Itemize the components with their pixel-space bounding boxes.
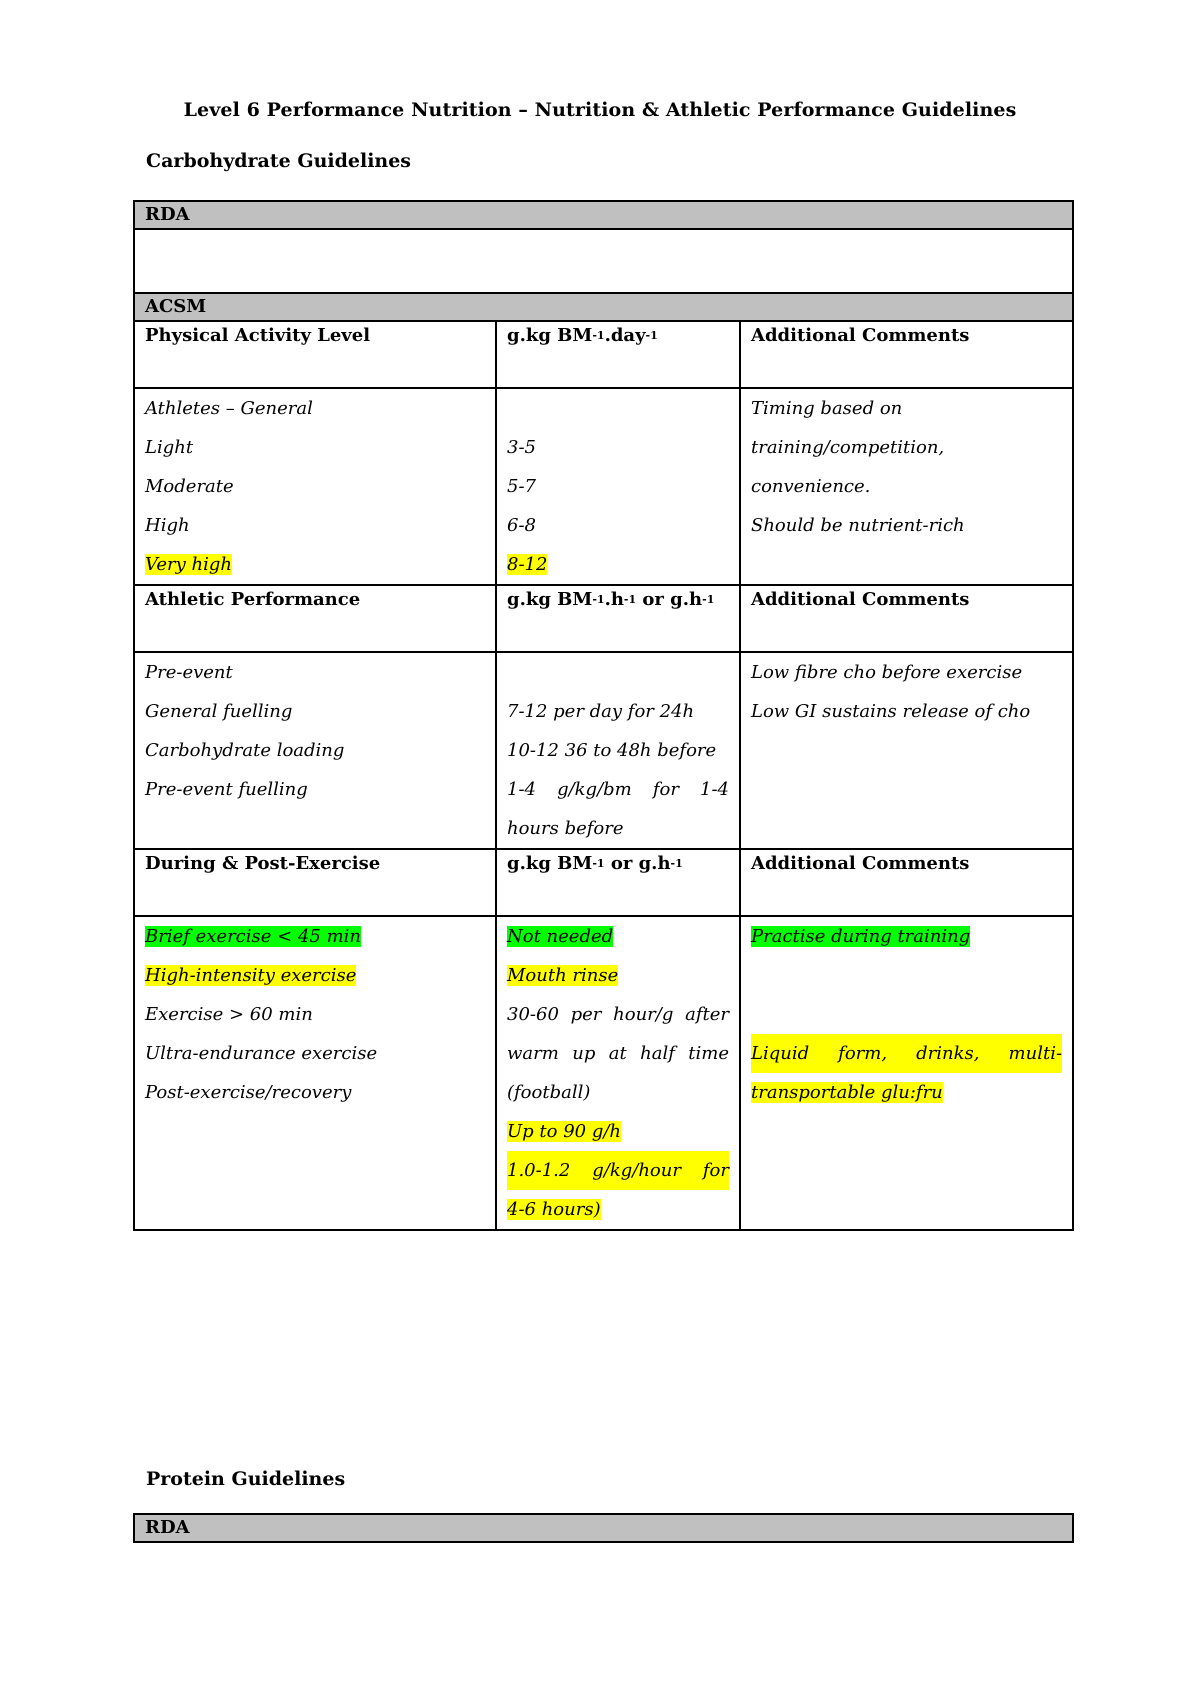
list-item: Ultra-endurance exercise: [145, 1043, 378, 1064]
performance-events-cell: [134, 652, 496, 849]
list-item-highlighted: Liquid form, drinks, multi-: [751, 1034, 1062, 1073]
activity-body-row: [134, 388, 1073, 585]
header-physical-activity-level: Physical Activity Level: [134, 321, 496, 388]
list-item-highlighted: transportable glu:fru: [751, 1082, 943, 1103]
list-item: Moderate: [145, 476, 234, 497]
activity-values-cell: [496, 388, 740, 585]
header-athletic-performance: Athletic Performance: [134, 585, 496, 652]
list-item-highlighted: Up to 90 g/h: [507, 1121, 622, 1142]
header-additional-comments: Additional Comments: [740, 849, 1073, 916]
list-item: [507, 653, 729, 692]
exercise-values-cell: [496, 916, 740, 1230]
list-item: convenience.: [751, 476, 871, 497]
during-post-header-row: [134, 849, 1073, 916]
list-item: warm up at half time: [507, 1043, 729, 1064]
list-item: 10-12 36 to 48h before: [507, 740, 717, 761]
carbohydrate-section-heading: Carbohydrate Guidelines: [146, 150, 412, 172]
list-item: hours before: [507, 818, 624, 839]
rda-empty-cell: [134, 229, 1073, 293]
header-during-post-exercise: During & Post-Exercise: [134, 849, 496, 916]
activity-header-row: [134, 321, 1073, 388]
protein-section-heading: Protein Guidelines: [146, 1468, 346, 1490]
list-item: Pre-event: [145, 662, 233, 683]
performance-comments-cell: [740, 652, 1073, 849]
performance-body-row: [134, 652, 1073, 849]
acsm-band: ACSM: [134, 293, 1073, 321]
list-item-highlighted: 1.0-1.2 g/kg/hour for: [507, 1151, 729, 1190]
list-item: Light: [145, 437, 194, 458]
list-item-highlighted: Practise during training: [751, 926, 971, 947]
activity-comments-cell: [740, 388, 1073, 585]
activity-levels-cell: [134, 388, 496, 585]
list-item: Timing based on: [751, 398, 903, 419]
list-item-highlighted: 4-6 hours): [507, 1199, 601, 1220]
list-item: 7-12 per day for 24h: [507, 701, 695, 722]
exercise-comments-cell: [740, 916, 1073, 1230]
list-item: Should be nutrient-rich: [751, 515, 965, 536]
list-item-highlighted: Not needed: [507, 926, 614, 947]
performance-values-cell: [496, 652, 740, 849]
exercise-types-cell: [134, 916, 496, 1230]
list-item: General fuelling: [145, 701, 293, 722]
list-item-highlighted: Mouth rinse: [507, 965, 619, 986]
list-item-highlighted: Very high: [145, 554, 232, 575]
list-item-highlighted: High-intensity exercise: [145, 965, 357, 986]
during-post-body-row: [134, 916, 1073, 1230]
header-g-kg-bm-day: g.kg $BM^{-1}.day^{-1}$: [496, 321, 740, 388]
list-item: Exercise > 60 min: [145, 1004, 313, 1025]
list-item: Athletes – General: [145, 398, 313, 419]
list-item: [507, 389, 729, 428]
list-item: Low GI sustains release of cho: [751, 701, 1031, 722]
document-title: Level 6 Performance Nutrition – Nutrition & Athletic Performance Guidelines: [183, 99, 1017, 121]
protein-table: [133, 1513, 1074, 1543]
list-item: High: [145, 515, 190, 536]
list-item-highlighted: Brief exercise < 45 min: [145, 926, 361, 947]
header-additional-comments: Additional Comments: [740, 585, 1073, 652]
list-item: Carbohydrate loading: [145, 740, 345, 761]
list-item: Post-exercise/recovery: [145, 1082, 352, 1103]
list-item: 3-5: [507, 437, 536, 458]
list-item: training/competition,: [751, 437, 945, 458]
list-item: (football): [507, 1082, 591, 1103]
protein-rda-band: RDA: [134, 1514, 1073, 1542]
header-g-kg-bm-h: g.kg $BM^{-1}.h^{-1}$ or $g.h^{-1}$: [496, 585, 740, 652]
header-g-kg-bm-or-g-h: g.kg $BM^{-1}$ or $g.h^{-1}$: [496, 849, 740, 916]
list-item: Low fibre cho before exercise: [751, 662, 1023, 683]
header-additional-comments: Additional Comments: [740, 321, 1073, 388]
carbohydrate-table: [133, 200, 1074, 1231]
list-item: Pre-event fuelling: [145, 779, 308, 800]
performance-header-row: [134, 585, 1073, 652]
list-item-highlighted: 8-12: [507, 554, 548, 575]
list-item: 6-8: [507, 515, 536, 536]
list-item: 30-60 per hour/g after: [507, 1004, 729, 1025]
list-item: 1-4 g/kg/bm for 1-4: [507, 779, 729, 800]
list-item: 5-7: [507, 476, 536, 497]
rda-band: RDA: [134, 201, 1073, 229]
